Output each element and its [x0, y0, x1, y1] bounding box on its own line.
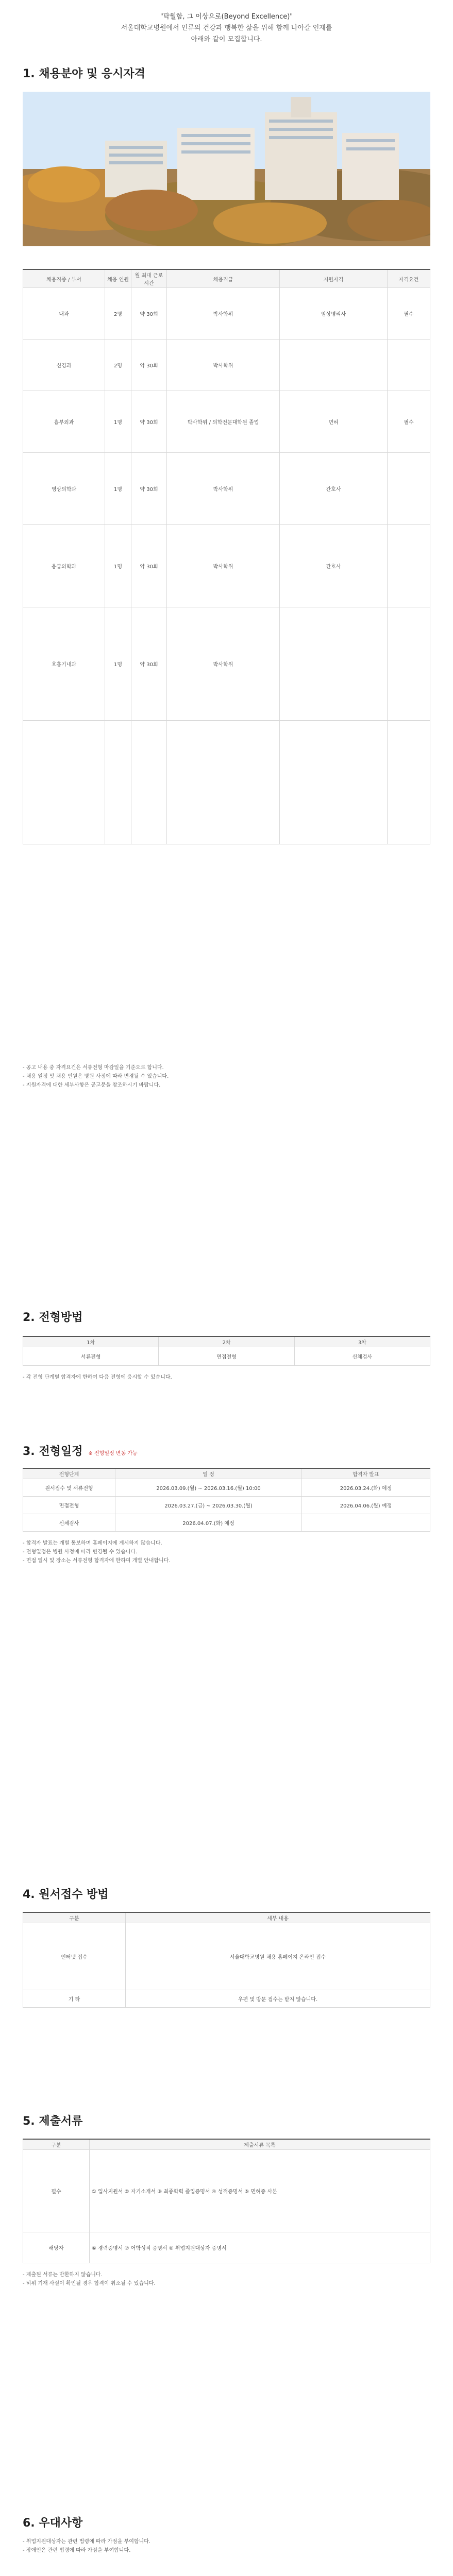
section-1-notes [23, 1063, 430, 1090]
recruit-row [23, 453, 430, 525]
recruit-col-count: 채용 인원 [105, 269, 131, 288]
recruit-cell: 1명 [105, 525, 131, 607]
recruit-col-hours: 월 최대 근로시간 [131, 269, 167, 288]
docs-cell: 필수 [23, 2150, 90, 2232]
recruit-cell: 면허 [280, 391, 388, 453]
process-note: - 각 전형 단계별 합격자에 한하여 다음 전형에 응시할 수 있습니다. [23, 1375, 172, 1380]
recruit-cell: 영상의학과 [23, 453, 105, 525]
recruit-cell: 간호사 [280, 525, 388, 607]
recruit-row [23, 607, 430, 721]
recruit-cell [388, 721, 430, 844]
recruit-cell: 1명 [105, 607, 131, 721]
process-step: 3차 [294, 1336, 430, 1347]
docs-cell: ① 입사지원서 ② 자기소개서 ③ 최종학력 졸업증명서 ④ 성적증명서 ⑤ 면허증 사본 [90, 2150, 430, 2232]
recruit-cell: 흉부외과 [23, 391, 105, 453]
note-line: - 허위 기재 사실이 확인될 경우 합격이 취소될 수 있습니다. [23, 2281, 156, 2286]
intro-block [0, 0, 453, 45]
hospital-buildings-illustration [23, 92, 430, 246]
process-table [23, 1336, 430, 1366]
schedule-cell: 2026.04.07.(화) 예정 [115, 1514, 302, 1532]
recruit-cell: 약 30회 [131, 607, 167, 721]
schedule-table [23, 1468, 430, 1532]
recruit-cell: 필수 [388, 391, 430, 453]
schedule-cell [302, 1514, 430, 1532]
note-line: - 공고 내용 중 자격요건은 서류전형 마감일을 기준으로 합니다. [23, 1065, 164, 1071]
note-line: - 합격자 발표는 개별 통보하며 홈페이지에 게시하지 않습니다. [23, 1540, 162, 1546]
intro-line-1: "탁월함, 그 이상으로(Beyond Excellence)" [160, 13, 293, 21]
section-1-title: 1. 채용분야 및 응시자격 [23, 67, 145, 80]
recruit-cell: 약 30회 [131, 340, 167, 391]
note-line: - 전형일정은 병원 사정에 따라 변경될 수 있습니다. [23, 1549, 138, 1555]
section-3 [23, 1443, 430, 1565]
section-2 [23, 1309, 430, 1382]
apply-col: 구분 [23, 1912, 126, 1923]
schedule-cell: 면접전형 [23, 1497, 115, 1514]
note-line: - 장애인은 관련 법령에 따라 가점을 부여합니다. [23, 2548, 131, 2553]
section-6 [23, 2514, 430, 2555]
recruit-cell: 2명 [105, 288, 131, 340]
schedule-cell: 2026.03.09.(월) ~ 2026.03.16.(월) 10:00 [115, 1479, 302, 1497]
apply-col: 세부 내용 [126, 1912, 430, 1923]
recruit-cell [280, 607, 388, 721]
recruit-cell: 신경과 [23, 340, 105, 391]
recruit-table [23, 269, 430, 844]
section-1 [23, 65, 430, 81]
note-line: - 지원자격에 대한 세부사항은 공고문을 참조하시기 바랍니다. [23, 1082, 161, 1088]
docs-col: 제출서류 목록 [90, 2139, 430, 2150]
section-4-title: 4. 원서접수 방법 [23, 1888, 109, 1901]
recruit-cell: 필수 [388, 288, 430, 340]
schedule-notes [23, 1539, 430, 1565]
recruit-cell: 박사학위 [167, 607, 280, 721]
recruit-cell: 2명 [105, 340, 131, 391]
recruit-cell [388, 525, 430, 607]
recruit-cell: 약 30회 [131, 391, 167, 453]
docs-cell: ⑥ 경력증명서 ⑦ 어학성적 증명서 ⑧ 취업지원대상자 증명서 [90, 2232, 430, 2263]
recruit-cell: 약 30회 [131, 525, 167, 607]
recruit-cell: 응급의학과 [23, 525, 105, 607]
recruit-row [23, 721, 430, 844]
schedule-cell: 원서접수 및 서류전형 [23, 1479, 115, 1497]
schedule-col: 일 정 [115, 1468, 302, 1479]
section-6-title: 6. 우대사항 [23, 2517, 83, 2530]
apply-cell: 우편 및 방문 접수는 받지 않습니다. [126, 1990, 430, 2008]
recruit-cell [105, 721, 131, 844]
recruit-row [23, 340, 430, 391]
schedule-cell: 2026.04.06.(월) 예정 [302, 1497, 430, 1514]
recruit-col-qual: 지원자격 [280, 269, 388, 288]
section-4 [23, 1886, 430, 2008]
schedule-cell: 신체검사 [23, 1514, 115, 1532]
recruit-cell: 간호사 [280, 453, 388, 525]
docs-cell: 해당자 [23, 2232, 90, 2263]
process-name: 신체검사 [294, 1347, 430, 1366]
recruit-cell: 1명 [105, 391, 131, 453]
schedule-subtitle: ※ 전형일정 변동 가능 [88, 1451, 138, 1456]
recruit-cell [388, 340, 430, 391]
intro-line-3: 아래와 같이 모집합니다. [191, 36, 262, 43]
note-line: - 제출된 서류는 반환하지 않습니다. [23, 2272, 103, 2278]
schedule-cell: 2026.03.24.(화) 예정 [302, 1479, 430, 1497]
process-name: 면접전형 [159, 1347, 294, 1366]
recruit-cell: 박사학위 [167, 288, 280, 340]
recruit-cell: 박사학위 [167, 453, 280, 525]
recruit-cell [388, 607, 430, 721]
process-step: 1차 [23, 1336, 159, 1347]
note-line: - 면접 일시 및 장소는 서류전형 합격자에 한하여 개별 안내합니다. [23, 1558, 171, 1564]
docs-col: 구분 [23, 2139, 90, 2150]
note-line: - 취업지원대상자는 관련 법령에 따라 가점을 부여합니다. [23, 2539, 151, 2545]
note-line: - 채용 일정 및 채용 인원은 병원 사정에 따라 변경될 수 있습니다. [23, 1074, 169, 1079]
recruit-cell [131, 721, 167, 844]
recruit-cell [388, 453, 430, 525]
recruit-cell [280, 340, 388, 391]
process-name: 서류전형 [23, 1347, 159, 1366]
recruit-row [23, 525, 430, 607]
recruit-cell: 박사학위 [167, 340, 280, 391]
recruit-table-wrap [23, 269, 430, 844]
section-2-title: 2. 전형방법 [23, 1311, 83, 1324]
apply-cell: 서울대학교병원 채용 홈페이지 온라인 접수 [126, 1923, 430, 1990]
section-5 [23, 2112, 430, 2288]
section-3-title: 3. 전형일정 [23, 1445, 83, 1458]
recruit-cell: 내과 [23, 288, 105, 340]
recruit-cell [280, 721, 388, 844]
recruit-row [23, 391, 430, 453]
intro-line-2: 서울대학교병원에서 인류의 건강과 행복한 삶을 위해 함께 나아갈 인재를 [121, 24, 332, 32]
apply-cell: 기 타 [23, 1990, 126, 2008]
recruit-col-req: 자격요건 [388, 269, 430, 288]
recruit-cell: 박사학위 / 의학전문대학원 졸업 [167, 391, 280, 453]
recruit-cell: 1명 [105, 453, 131, 525]
recruit-cell: 호흡기내과 [23, 607, 105, 721]
recruit-cell [23, 721, 105, 844]
schedule-cell: 2026.03.27.(금) ~ 2026.03.30.(월) [115, 1497, 302, 1514]
pref-notes [23, 2537, 430, 2555]
recruit-row [23, 288, 430, 340]
hospital-photo [23, 92, 430, 246]
docs-table [23, 2139, 430, 2263]
recruit-cell: 박사학위 [167, 525, 280, 607]
recruit-cell: 약 30회 [131, 288, 167, 340]
process-step: 2차 [159, 1336, 294, 1347]
apply-cell: 인터넷 접수 [23, 1923, 126, 1990]
recruit-col-grade: 채용직급 [167, 269, 280, 288]
recruit-cell: 약 30회 [131, 453, 167, 525]
recruit-col-dept: 채용직종 / 부서 [23, 269, 105, 288]
docs-notes [23, 2270, 430, 2288]
recruit-cell [167, 721, 280, 844]
schedule-col: 합격자 발표 [302, 1468, 430, 1479]
section-5-title: 5. 제출서류 [23, 2115, 83, 2128]
apply-table [23, 1912, 430, 2008]
recruit-cell: 임상병리사 [280, 288, 388, 340]
schedule-col: 전형단계 [23, 1468, 115, 1479]
